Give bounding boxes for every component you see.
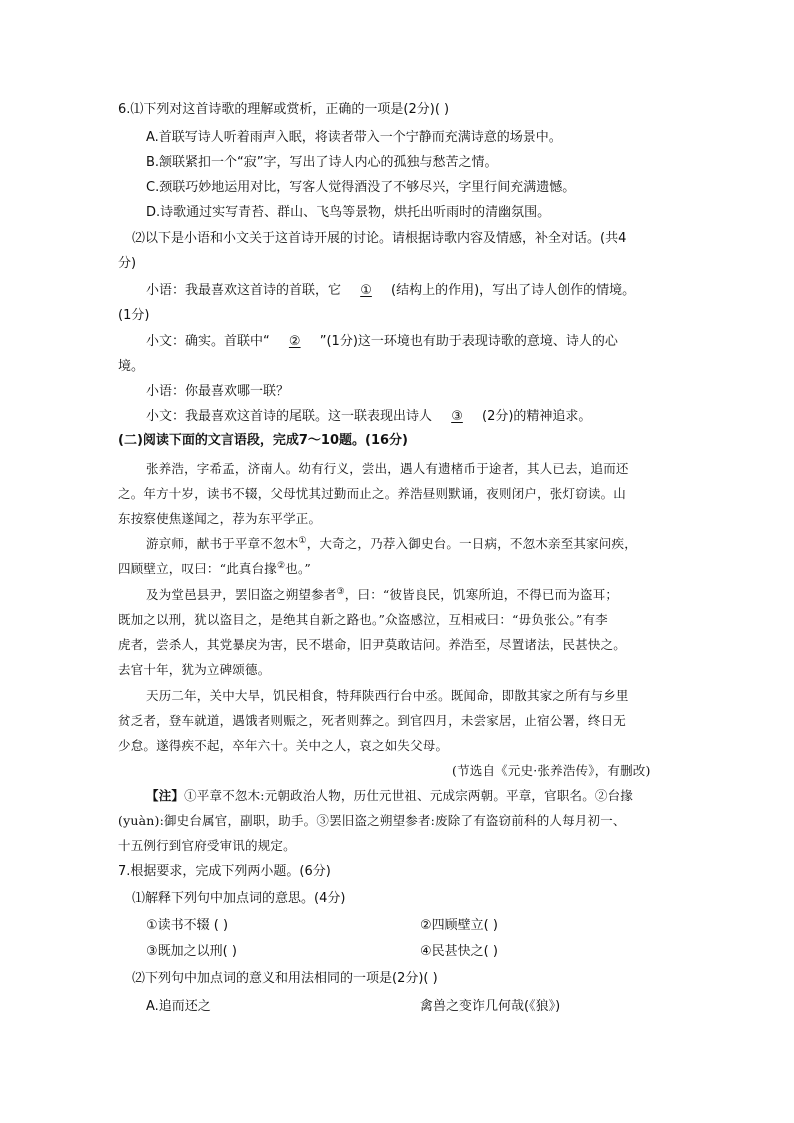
section2-heading: (二)阅读下面的文言语段，完成7～10题。(16分) xyxy=(118,433,408,448)
blank-1: ① xyxy=(360,283,372,298)
note-text-1: ①平章不忽木:元朝政治人物，历仕元世祖、元成宗两朝。平章，官职名。②台掾 xyxy=(184,788,634,803)
q7-item-3: ③既加之以刑( ) xyxy=(146,944,237,959)
passage-p1-line1: 张养浩，字希孟，济南人。幼有行义，尝出，遇人有遗楮币于途者，其人已去，追而还 xyxy=(146,461,629,476)
passage-p3-line2: 既加之以刑，犹以盗目之，是绝其自新之路也。”众盗感泣，互相戒曰：“毋负张公。”有李 xyxy=(118,612,608,627)
blank-2: ② xyxy=(288,334,301,349)
dialogue-line-4 xyxy=(146,408,591,426)
passage-p2-line1 xyxy=(146,535,637,553)
passage-source: (节选自《元史·张养浩传》，有删改) xyxy=(452,763,651,778)
q6-option-a: A.首联写诗人听着雨声入眠，将读者带入一个宁静而充满诗意的场景中。 xyxy=(146,130,562,145)
note-line-1 xyxy=(146,787,633,805)
q7-option-a-left: A.追而还之 xyxy=(146,999,211,1014)
p3-l1-text-b: ，曰：“彼皆良民，饥寒所迫，不得已而为盗耳； xyxy=(344,587,619,602)
dialogue-line-2 xyxy=(146,333,618,351)
note-line-3: 十五例行到官府受审讯的规定。 xyxy=(118,838,296,853)
passage-p1-line2: 之。年方十岁，读书不辍，父母忧其过勤而止之。养浩昼则默诵，夜则闭户，张灯窃读。山 xyxy=(118,486,627,501)
passage-p3-line4: 去官十年，犹为立碑颂德。 xyxy=(118,662,271,677)
dialogue-1-score: (1分) xyxy=(118,308,150,323)
p2-l2-text-a: 四顾壁立，叹曰：“此真台掾 xyxy=(118,561,277,576)
dialogue-1-text-a: 小语：我最喜欢这首诗的首联，它 xyxy=(146,283,342,298)
dialogue-1-text-b: (结构上的作用)，写出了诗人创作的情境。 xyxy=(391,283,636,298)
q7-option-a-right: 禽兽之变诈几何哉(《狼》) xyxy=(420,999,561,1014)
passage-p4-line2: 贫乏者，登车就道，遇饿者则赈之，死者则葬之。到官四月，未尝家居，止宿公署，终日无 xyxy=(118,713,627,728)
dialogue-2-text-b: ”(1分)这一环境也有助于表现诗歌的意境、诗人的心 xyxy=(319,334,618,349)
q6-option-c: C.颈联巧妙地运用对比，写客人觉得酒没了不够尽兴，字里行间充满遗憾。 xyxy=(146,180,576,195)
passage-p2-line2 xyxy=(118,560,311,578)
footnote-ref-2: ② xyxy=(277,560,286,571)
passage-p4-line3: 少怠。遂得疾不起，卒年六十。关中之人，哀之如失父母。 xyxy=(118,738,449,753)
q6-option-d: D.诗歌通过实写青苔、群山、飞鸟等景物，烘托出听雨时的清幽氛围。 xyxy=(146,205,551,220)
passage-p4-line1: 天历二年，关中大旱，饥民相食，特拜陕西行台中丞。既闻命，即散其家之所有与乡里 xyxy=(146,688,629,703)
p2-l2-text-b: 也。” xyxy=(285,561,312,576)
dialogue-4-text-a: 小文：我最喜欢这首诗的尾联。这一联表现出诗人 xyxy=(146,409,433,424)
passage-p3-line1 xyxy=(146,586,618,604)
q7-stem: 7.根据要求，完成下列两小题。(6分) xyxy=(118,864,331,879)
p2-l1-text-a: 游京师，献书于平章不忽木 xyxy=(146,536,299,551)
q7-item-4: ④民甚快之( ) xyxy=(420,944,498,959)
p3-l1-text-a: 及为堂邑县尹，罢旧盗之朔望参者 xyxy=(146,587,337,602)
q6-part2-line2: 分) xyxy=(118,256,137,271)
dialogue-2-cont: 境。 xyxy=(118,359,145,374)
q7-part2: ⑵下列句中加点词的意义和用法相同的一项是(2分)( ) xyxy=(132,971,438,986)
note-line-2: (yuàn):御史台属官，副职，助手。③罢旧盗之朔望参者:废除了有盗窃前科的人每月初一、 xyxy=(118,813,626,828)
note-label: 【注】 xyxy=(146,788,185,803)
dialogue-2-text-a: 小文：确实。首联中“ xyxy=(146,334,270,349)
dialogue-line-1 xyxy=(146,282,635,300)
q7-part1: ⑴解释下列句中加点词的意思。(4分) xyxy=(132,891,346,906)
dialogue-4-text-b: (2分)的精神追求。 xyxy=(482,409,592,424)
footnote-ref-1: ① xyxy=(298,535,307,546)
q6-option-b: B.颔联紧扣一个“寂”字，写出了诗人内心的孤独与愁苦之情。 xyxy=(146,155,498,170)
footnote-ref-3: ③ xyxy=(336,586,345,597)
passage-p1-line3: 东按察使焦遂闻之，荐为东平学正。 xyxy=(118,511,322,526)
q6-part2-line1: ⑵以下是小语和小文关于这首诗开展的讨论。请根据诗歌内容及情感，补全对话。(共4 xyxy=(132,231,627,246)
p2-l1-text-b: ，大奇之，乃荐入御史台。一日病，不忽木亲至其家问疾， xyxy=(306,536,637,551)
blank-3: ③ xyxy=(451,409,463,424)
q6-stem: 6.⑴下列对这首诗歌的理解或赏析，正确的一项是(2分)( ) xyxy=(118,102,450,117)
passage-p3-line3: 虎者，尝杀人，其党暴戾为害，民不堪命，旧尹莫敢诘问。养浩至，尽置诸法，民甚快之。 xyxy=(118,637,627,652)
dialogue-line-3: 小语：你最喜欢哪一联？ xyxy=(146,384,290,399)
q7-item-1: ①读书不辍 ( ) xyxy=(146,918,229,933)
q7-item-2: ②四顾壁立( ) xyxy=(420,918,498,933)
